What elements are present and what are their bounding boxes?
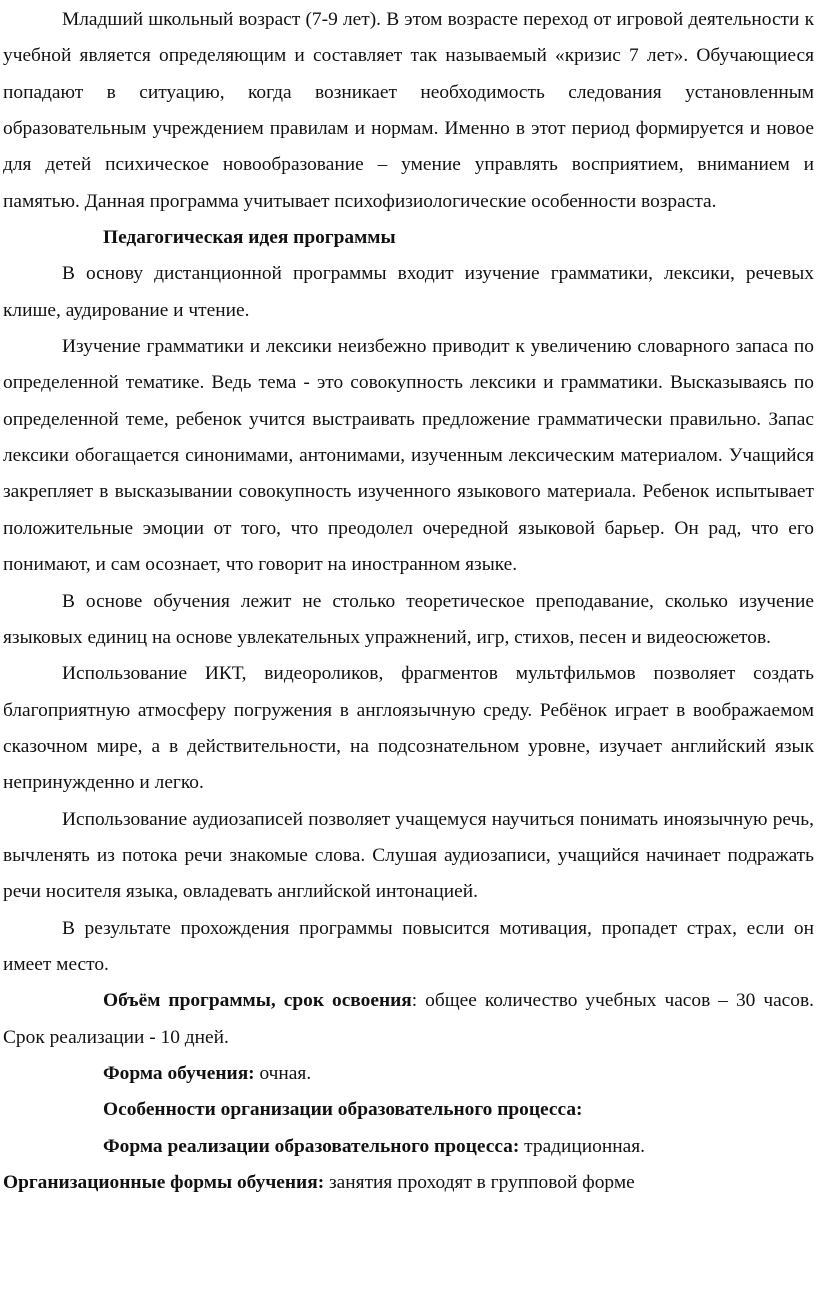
paragraph-ict-usage: Использование ИКТ, видеороликов, фрагментов мультфильмов позволяет создать благоприятную атмосферу погружения в англоязычную среду. Ребёнок играет в воображаемом сказочном мире, а в действительности, на подсознательном уровне, изучает английский язык непринужденно и легко. bbox=[3, 663, 814, 794]
paragraph-result: В результате прохождения программы повысится мотивация, пропадет страх, если он имеет место. bbox=[3, 917, 814, 975]
process-features-label: Особенности организации образовательного процесса: bbox=[103, 1099, 583, 1121]
heading-pedagogical-idea bbox=[3, 220, 814, 256]
paragraph-learning-basis: В основе обучения лежит не столько теоретическое преподавание, сколько изучение языковых единиц на основе увлекательных упражнений, игр, стихов, песен и видеосюжетов. bbox=[3, 590, 814, 648]
heading-text: Педагогическая идея программы bbox=[103, 227, 396, 249]
organizational-forms-value: занятия проходят в групповой форме bbox=[324, 1172, 635, 1193]
paragraph-organizational-forms bbox=[3, 1165, 814, 1201]
paragraph-implementation-form bbox=[3, 1129, 814, 1165]
implementation-form-value: традиционная. bbox=[519, 1135, 645, 1157]
paragraph-process-features bbox=[3, 1092, 814, 1128]
implementation-form-label: Форма реализации образовательного процесса: bbox=[103, 1135, 520, 1157]
program-volume-value: : общее количество учебных часов – 30 часов. Срок реализации - 10 дней. bbox=[3, 990, 814, 1048]
paragraph-program-basis: В основу дистанционной программы входит изучение грамматики, лексики, речевых клише, аудирование и чтение. bbox=[3, 263, 814, 321]
paragraph-program-volume bbox=[3, 983, 814, 1056]
paragraph-age-characteristics: Младший школьный возраст (7-9 лет). В этом возрасте переход от игровой деятельности к учебной является определяющим и составляет так называемый «кризис 7 лет». Обучающиеся попадают в ситуацию, когда возникает необходимость следования установленным образовательным учреждением правилам и нормам. Именно в этот период формируется и новое для детей психическое новообразование – умение управлять восприятием, вниманием и памятью. Данная программа учитывает психофизиологические особенности возраста. bbox=[3, 9, 814, 212]
paragraph-grammar-lexis: Изучение грамматики и лексики неизбежно приводит к увеличению словарного запаса по определенной тематике. Ведь тема - это совокупность лексики и грамматики. Высказываясь по определенной теме, ребенок учится выстраивать предложение грамматически правильно. Запас лексики обогащается синонимами, антонимами, изученным лексическим материалом. Учащийся закрепляет в высказывании совокупность изученного языкового материала. Ребенок испытывает положительные эмоции от того, что преодолел очередной языковой барьер. Он рад, что его понимают, и сам осознает, что говорит на иностранном языке. bbox=[3, 336, 814, 576]
paragraph-form-of-study bbox=[3, 1056, 814, 1092]
form-of-study-value: очная. bbox=[254, 1062, 312, 1084]
paragraph-audio-usage: Использование аудиозаписей позволяет учащемуся научиться понимать иноязычную речь, вычленять из потока речи знакомые слова. Слушая аудиозаписи, учащийся начинает подражать речи носителя языка, овладевать английской интонацией. bbox=[3, 808, 814, 903]
form-of-study-label: Форма обучения: bbox=[103, 1062, 255, 1084]
program-volume-label: Объём программы, срок освоения bbox=[103, 990, 412, 1012]
organizational-forms-label: Организационные формы обучения: bbox=[3, 1172, 325, 1193]
